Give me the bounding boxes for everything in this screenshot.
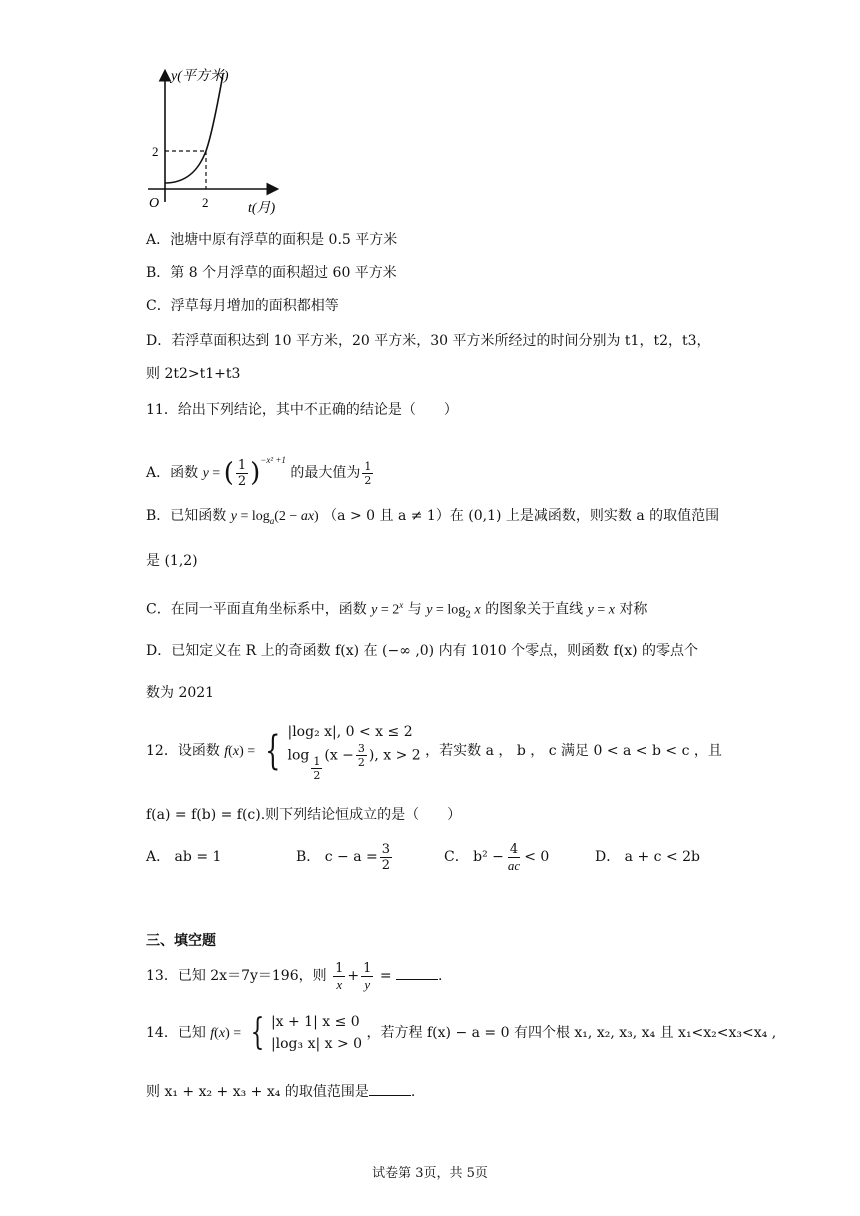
q12-prefix: 12．设函数 xyxy=(146,743,220,759)
y-tick-label: 2 xyxy=(152,144,159,159)
q14-case-2: |log₃ x| x > 0 xyxy=(270,1036,363,1052)
q11-option-b: B．已知函数 $y = \log_a(2 - ax) (a > 0$ 且 a ≠ 1）在 (0,1) 上是减函数，则实数 a 的取值范围 xyxy=(146,508,720,526)
q11-a-suffix: 的最大值为 xyxy=(290,465,361,481)
area-growth-graph xyxy=(140,62,290,222)
q13-prefix: 13．已知 2x＝7y＝196，则 xyxy=(146,968,327,984)
q14-stem-cont: 则 x₁ + x₂ + x₃ + x₄ 的取值范围是 . xyxy=(146,1084,416,1100)
q12-option-b: B． c − a = $\frac{3}{2}$ xyxy=(296,841,391,873)
q10-option-a: A．池塘中原有浮草的面积是 0.5 平方米 xyxy=(146,232,398,248)
growth-curve xyxy=(165,74,223,183)
q12-option-d: D． a + c < 2b xyxy=(595,849,700,865)
q12-case-2: log $\frac{1}{2}$ (x − $\frac{3}{2}$ ), x > 2 xyxy=(287,741,421,783)
q13: 13．已知 2x＝7y＝196，则 $\frac{1}{x}$ + $\frac{1}{y}$ = . xyxy=(146,960,443,992)
q11-option-d: D．已知定义在 R 上的奇函数 f(x) 在 (−∞ ,0) 内有 1010 个零点，则函数 f(x) 的零点个 xyxy=(146,643,699,659)
q14-piecewise xyxy=(271,1011,362,1055)
q11-option-a: A．函数 y = ( $\frac{1}{2}$ )$^{-x^2 +1}$ 的最大值为 $\frac{1}{2}$ xyxy=(146,455,372,489)
q13-answer-blank[interactable] xyxy=(396,967,438,980)
q12-suffix: ，若实数 a ， b ， c 满足 0 < a < b < c ，且 xyxy=(425,743,722,759)
q11-option-d-cont: 数为 2021 xyxy=(146,685,215,701)
q11-b-mid: （a > 0 且 a ≠ 1）在 (0,1) 上是减函数，则实数 a 的取值范围 xyxy=(323,508,720,524)
q10-option-b: B．第 8 个月浮草的面积超过 60 平方米 xyxy=(146,265,397,281)
q12-option-c: C． b² − $\frac{4}{ac}$ < 0 xyxy=(444,841,550,873)
x-tick-label: 2 xyxy=(202,195,209,210)
q11-c-text-3: 的图象关于直线 xyxy=(485,601,584,618)
q10-option-d: D．若浮草面积达到 10 平方米，20 平方米，30 平方米所经过的时间分别为 t1，t2，t3， xyxy=(146,333,711,349)
q14-case-1: |x + 1| x ≤ 0 xyxy=(270,1014,360,1030)
q11-c-text-2: 与 xyxy=(407,601,422,618)
q12-option-a: A． ab = 1 xyxy=(146,849,222,865)
page-footer: 试卷第 3页，共 5页 xyxy=(372,1166,488,1181)
q12-piecewise xyxy=(287,721,420,782)
q11-c-text-4: 对称 xyxy=(619,601,648,618)
q11-option-b-cont: 是 (1,2) xyxy=(146,553,198,569)
q11-option-c: C．在同一平面直角坐标系中，函数 $y = 2^x$ 与 $y = \log_2 x$ 的图象关于直线 y = x 对称 xyxy=(146,600,648,621)
q11-a-prefix: A．函数 xyxy=(146,465,199,481)
q12-stem-cont: f(a) = f(b) = f(c).则下列结论恒成立的是（ ） xyxy=(146,807,462,823)
q14-answer-blank[interactable] xyxy=(369,1083,411,1096)
x-axis-label: t(月) xyxy=(248,201,276,216)
q11-stem: 11．给出下列结论，其中不正确的结论是（ ） xyxy=(146,402,458,418)
q10-option-d-cont: 则 2t2>t1+t3 xyxy=(146,366,241,382)
q14-prefix: 14．已知 xyxy=(146,1025,206,1041)
q12-stem: 12．设函数 f(x) = { |log₂ x|, 0 < x ≤ 2 log $\frac{1}{2}$ (x − $\frac{3}{2}$ ), x > 2 ，若实数 a ， b ， c 满足 0 < a < b < c ，且 xyxy=(146,716,722,786)
y-axis-label: y(平方米) xyxy=(171,69,229,84)
q11-b-prefix: B．已知函数 xyxy=(146,508,227,524)
q12-case-1: |log₂ x|, 0 < x ≤ 2 xyxy=(287,723,413,740)
q14-suffix: ，若方程 f(x) − a = 0 有四个根 x₁, x₂, x₃, x₄ 且 x₁<x₂<x₃<x₄ , xyxy=(366,1025,777,1041)
origin-label: O xyxy=(149,196,160,211)
q10-option-c: C．浮草每月增加的面积都相等 xyxy=(146,298,339,314)
section-title-fill-blank: 三、填空题 xyxy=(146,933,216,949)
q11-c-text-1: C．在同一平面直角坐标系中，函数 xyxy=(146,601,367,618)
q14-stem: 14．已知 f(x) = { |x + 1| x ≤ 0 |log₃ x| x > 0 ，若方程 f(x) − a = 0 有四个根 x₁, x₂, x₃, x₄ 且 x₁<x₂<x₃<x₄ , xyxy=(146,1012,777,1053)
